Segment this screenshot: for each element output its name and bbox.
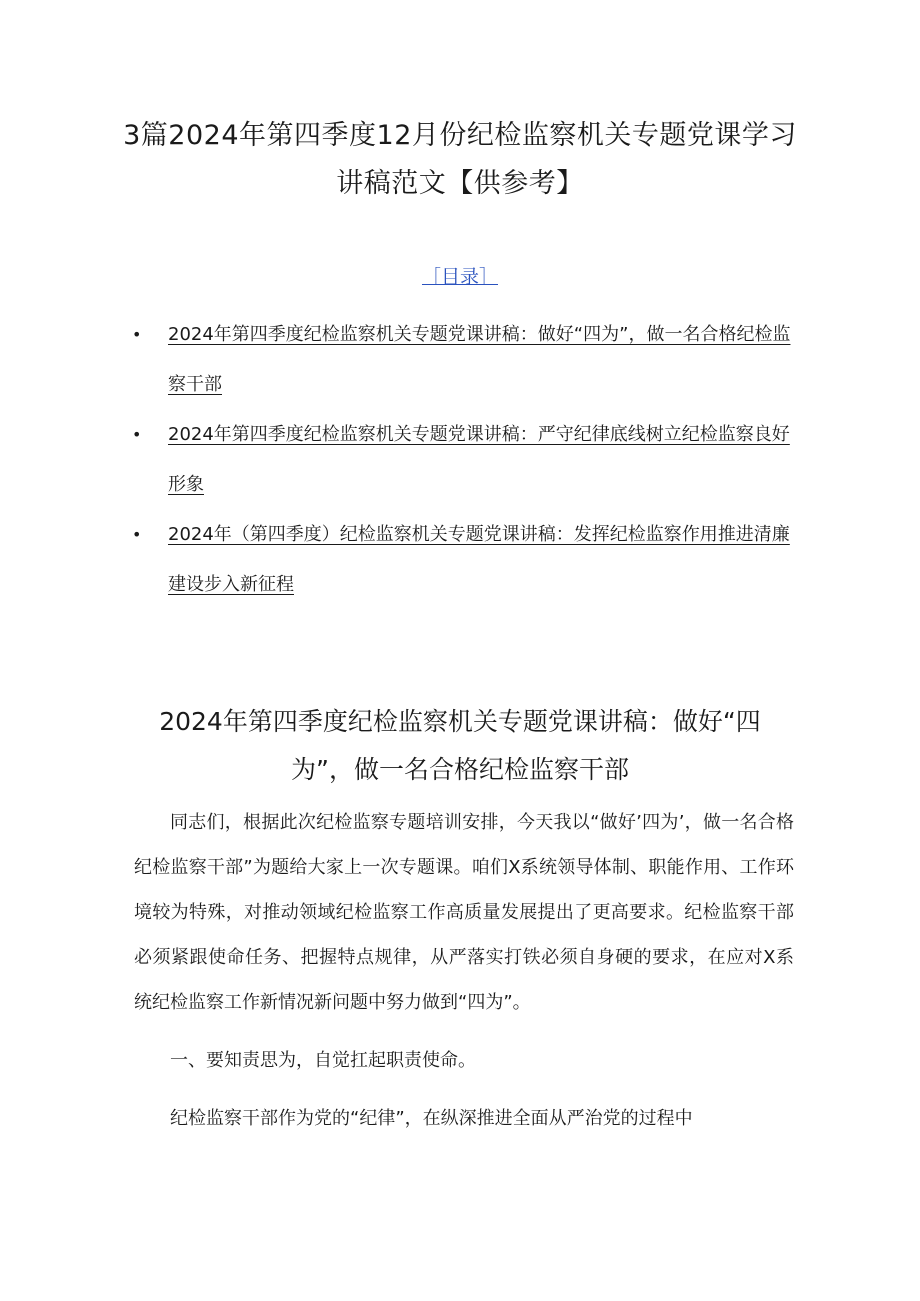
toc-link-3[interactable]: 2024年（第四季度）纪检监察机关专题党课讲稿：发挥纪检监察作用推进清廉建设步入新征程 xyxy=(168,524,790,595)
bullet-icon: • xyxy=(132,525,142,544)
bullet-icon: • xyxy=(132,325,142,344)
body-paragraph-intro: 同志们，根据此次纪检监察专题培训安排，今天我以“做好’四为’，做一名合格纪检监察干部”为题给大家上一次专题课。咱们X系统领导体制、职能作用、工作环境较为特殊，对推动领域纪检监察工作高质量发展提出了更高要求。纪检监察干部必须紧跟使命任务、把握特点规律，从严落实打铁必须自身硬的要求，在应对X系统纪检监察工作新情况新问题中努力做到“四为”。 xyxy=(134,812,794,1013)
toc-list xyxy=(130,310,795,610)
document-title: 3篇2024年第四季度12月份纪检监察机关专题党课学习讲稿范文【供参考】 xyxy=(123,120,797,199)
toc-item xyxy=(130,510,795,610)
toc-heading[interactable]: ［目录］ xyxy=(421,266,498,288)
toc-link-2[interactable]: 2024年第四季度纪检监察机关专题党课讲稿：严守纪律底线树立纪检监察良好形象 xyxy=(168,424,790,495)
body-paragraph: 纪检监察干部作为党的“纪律”，在纵深推进全面从严治党的过程中 xyxy=(170,1108,693,1129)
section-heading-1: 一、要知责思为，自觉扛起职责使命。 xyxy=(170,1050,476,1071)
toc-item xyxy=(130,410,795,510)
toc-item xyxy=(130,310,795,410)
article-title: 2024年第四季度纪检监察机关专题党课讲稿：做好“四为”，做一名合格纪检监察干部 xyxy=(159,707,761,784)
bullet-icon: • xyxy=(132,425,142,444)
article-body xyxy=(134,800,794,1141)
toc-link-1[interactable]: 2024年第四季度纪检监察机关专题党课讲稿：做好“四为”，做一名合格纪检监察干部 xyxy=(168,324,791,395)
